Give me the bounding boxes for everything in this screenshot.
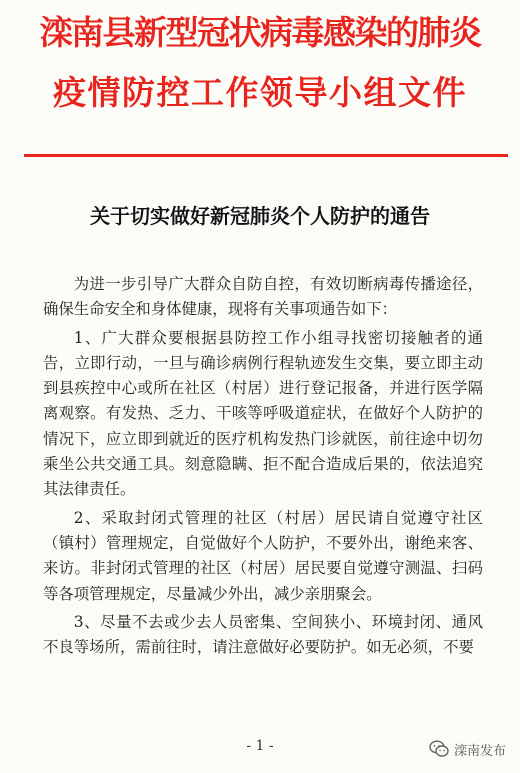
paragraph-intro: 为进一步引导广大群众自防自控，有效切断病毒传播途径，确保生命安全和身体健康，现将有关事项通告如下： (43, 275, 483, 319)
header-red-rule (24, 154, 508, 157)
wechat-icon (429, 740, 449, 758)
notice-body (43, 272, 483, 660)
paragraph-item-1: 1、广大群众要根据县防控工作小组寻找密切接触者的通告，立即行动，一旦与确诊病例行程轨迹发生交集，要立即主动到县疾控中心或所在社区（村居）进行登记报备，并进行医学隔离观察。有发热、乏力、干咳等呼吸道症状，在做好个人防护的情况下，应立即到就近的医疗机构发热门诊就医，前往途中切勿乘坐公共交通工具。刻意隐瞒、拒不配合造成后果的，依法追究其法律责任。 (43, 328, 483, 499)
header-line-1: 滦南县新型冠状病毒感染的肺炎 (39, 13, 481, 52)
header-line-2: 疫情防控工作领导小组文件 (53, 73, 467, 112)
paragraph-item-3: 3、尽量不去或少去人员密集、空间狭小、环境封闭、通风不良等场所，需前往时，请注意做好必要防护。如无必须，不要 (43, 612, 483, 657)
notice-title: 关于切实做好新冠肺炎个人防护的通告 (90, 204, 430, 228)
wechat-watermark (429, 738, 506, 760)
page-number: - 1 - (246, 738, 274, 754)
document-header (0, 8, 520, 118)
watermark-text: 滦南发布 (453, 743, 506, 759)
paragraph-item-2: 2、采取封闭式管理的社区（村居）居民请自觉遵守社区（镇村）管理规定，自觉做好个人防护，不要外出，谢绝来客、来访。非封闭式管理的社区（村居）居民要自觉遵守测温、扫码等各项管理规定，尽量减少外出，减少亲朋聚会。 (43, 508, 483, 603)
